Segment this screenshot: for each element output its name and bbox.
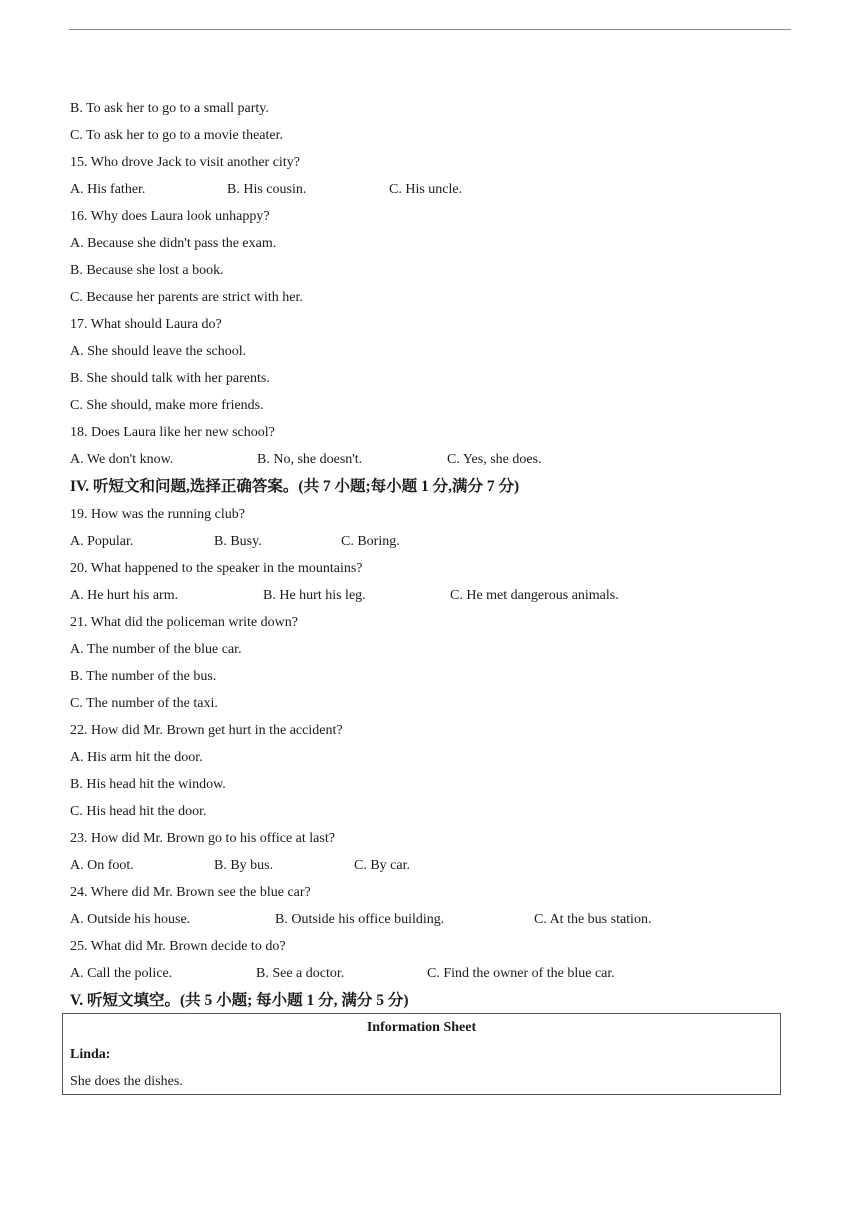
answer-option-a: A. Outside his house. <box>70 912 191 927</box>
answer-option-c: C. Find the owner of the blue car. <box>427 966 615 981</box>
question-text: 23. How did Mr. Brown go to his office at last? <box>70 831 335 846</box>
information-sheet-table <box>62 1013 781 1095</box>
answer-option: B. She should talk with her parents. <box>70 371 270 386</box>
information-sheet-name: Linda: <box>70 1047 111 1062</box>
answer-option: C. She should, make more friends. <box>70 398 264 413</box>
question-text: 24. Where did Mr. Brown see the blue car? <box>70 885 311 900</box>
answer-option-b: B. By bus. <box>214 858 274 873</box>
option-row <box>70 451 790 469</box>
answer-option-c: C. His uncle. <box>389 182 463 197</box>
answer-option-a: A. On foot. <box>70 858 134 873</box>
answer-option: A. Because she didn't pass the exam. <box>70 236 277 251</box>
option-row <box>70 911 790 929</box>
information-sheet-text: She does the dishes. <box>70 1074 183 1089</box>
answer-option: B. His head hit the window. <box>70 777 226 792</box>
answer-option-b: B. No, she doesn't. <box>257 452 363 467</box>
answer-option: B. To ask her to go to a small party. <box>70 101 269 116</box>
answer-option: C. The number of the taxi. <box>70 696 218 711</box>
answer-option-c: C. By car. <box>354 858 410 873</box>
answer-option: B. The number of the bus. <box>70 669 217 684</box>
answer-option-b: B. Busy. <box>214 534 262 549</box>
answer-option: A. His arm hit the door. <box>70 750 203 765</box>
answer-option-a: A. Call the police. <box>70 966 173 981</box>
question-text: 19. How was the running club? <box>70 507 245 522</box>
answer-option-b: B. See a doctor. <box>256 966 345 981</box>
option-row <box>70 181 790 199</box>
question-text: 18. Does Laura like her new school? <box>70 425 275 440</box>
answer-option-b: B. His cousin. <box>227 182 307 197</box>
answer-option: A. She should leave the school. <box>70 344 247 359</box>
answer-option: B. Because she lost a book. <box>70 263 224 278</box>
question-text: 22. How did Mr. Brown get hurt in the accident? <box>70 723 343 738</box>
answer-option-c: C. Boring. <box>341 534 400 549</box>
answer-option-b: B. Outside his office building. <box>275 912 445 927</box>
answer-option: C. Because her parents are strict with her. <box>70 290 303 305</box>
answer-option: C. To ask her to go to a movie theater. <box>70 128 283 143</box>
answer-option: A. The number of the blue car. <box>70 642 242 657</box>
option-row <box>70 587 790 605</box>
question-text: 16. Why does Laura look unhappy? <box>70 209 270 224</box>
header-rule <box>69 29 791 30</box>
answer-option-c: C. Yes, she does. <box>447 452 542 467</box>
option-row <box>70 857 790 875</box>
answer-option-a: A. Popular. <box>70 534 134 549</box>
information-sheet-title: Information Sheet <box>366 1020 477 1035</box>
answer-option-a: A. He hurt his arm. <box>70 588 179 603</box>
option-row <box>70 965 790 983</box>
question-text: 21. What did the policeman write down? <box>70 615 298 630</box>
option-row <box>70 533 790 551</box>
answer-option-c: C. He met dangerous animals. <box>450 588 619 603</box>
question-text: 17. What should Laura do? <box>70 317 222 332</box>
question-text: 15. Who drove Jack to visit another city? <box>70 155 300 170</box>
section-heading: V. 听短文填空。(共 5 小题; 每小题 1 分, 满分 5 分) <box>70 992 409 1009</box>
answer-option-b: B. He hurt his leg. <box>263 588 366 603</box>
answer-option-a: A. We don't know. <box>70 452 174 467</box>
section-heading: IV. 听短文和问题,选择正确答案。(共 7 小题;每小题 1 分,满分 7 分) <box>70 478 520 495</box>
answer-option-c: C. At the bus station. <box>534 912 652 927</box>
answer-option-a: A. His father. <box>70 182 146 197</box>
answer-option: C. His head hit the door. <box>70 804 207 819</box>
question-text: 25. What did Mr. Brown decide to do? <box>70 939 286 954</box>
question-text: 20. What happened to the speaker in the mountains? <box>70 561 363 576</box>
